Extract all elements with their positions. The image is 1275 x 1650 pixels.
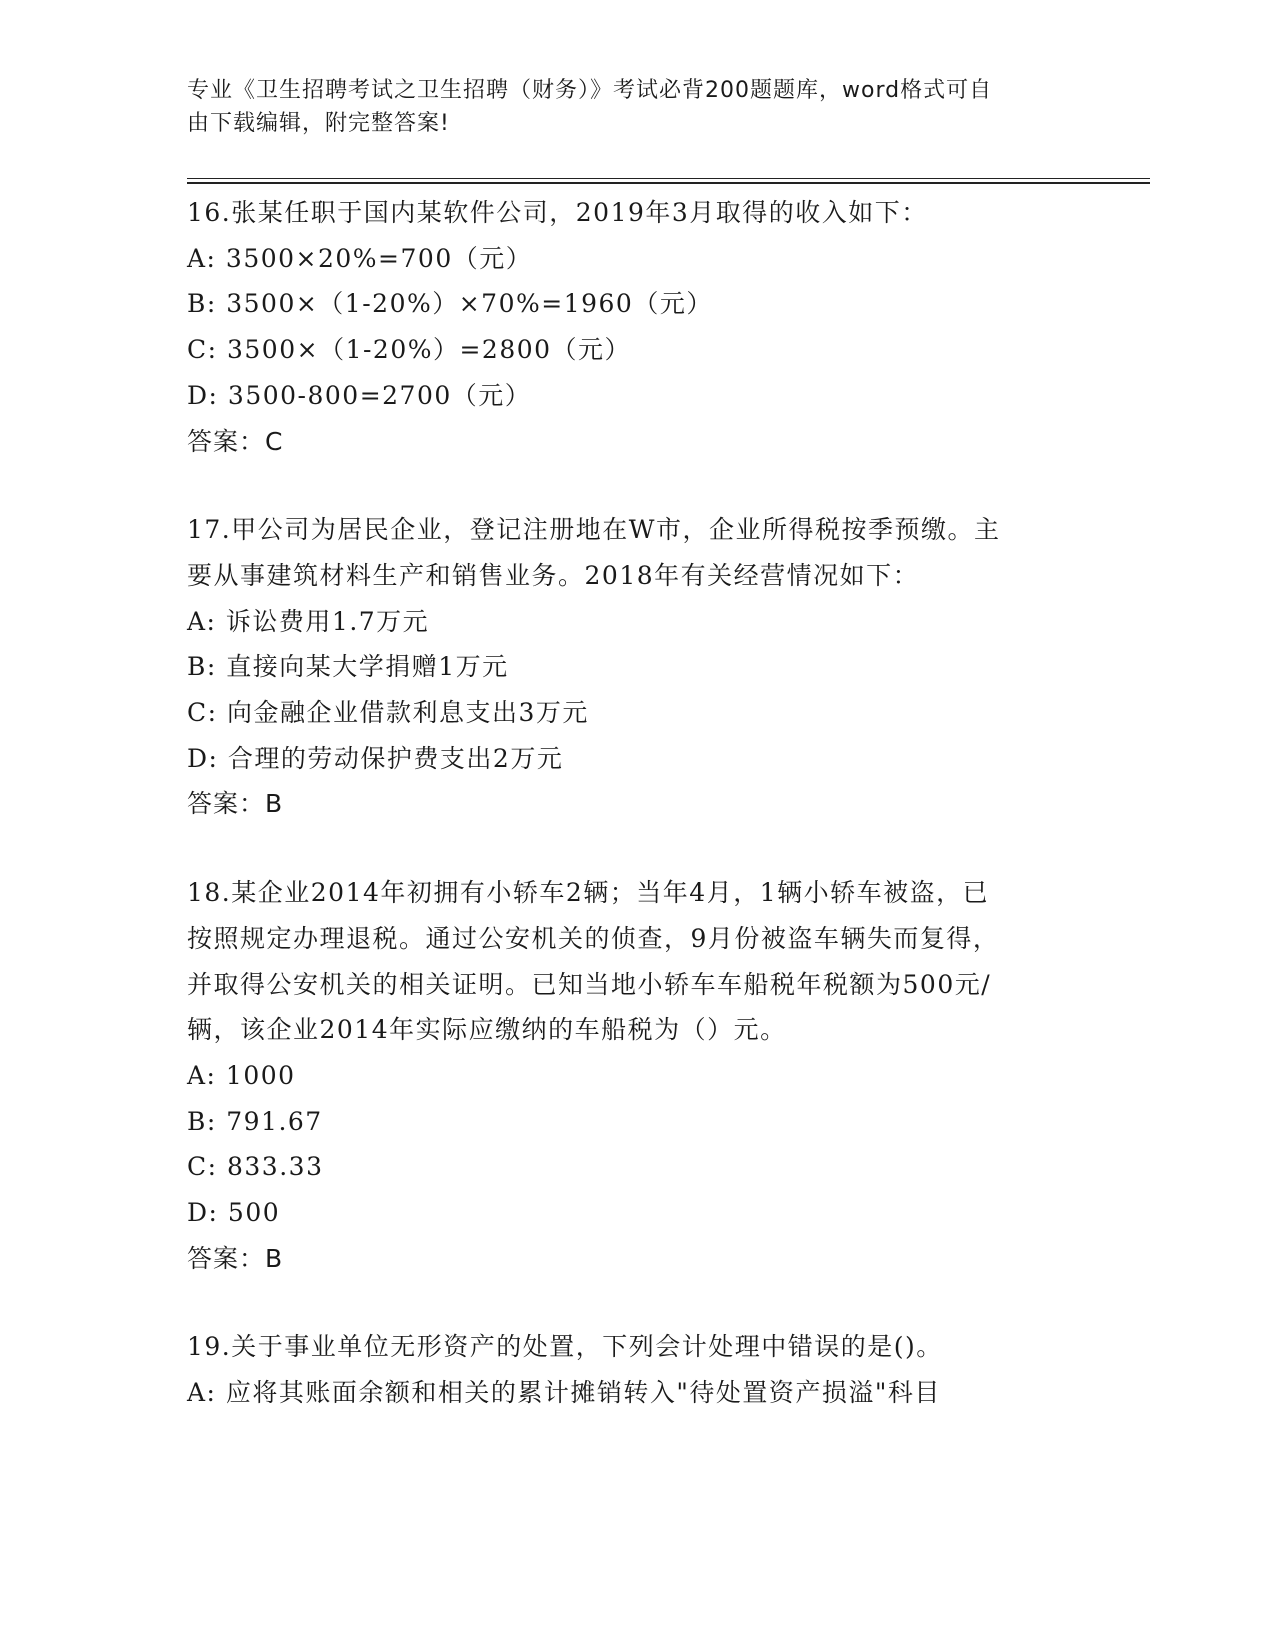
answer: 答案：B <box>187 789 284 819</box>
option-a: A: 1000 <box>187 1060 296 1090</box>
answer: 答案：B <box>187 1243 284 1273</box>
option-c: C: 833.33 <box>187 1152 324 1182</box>
question-stem: 辆，该企业2014年实际应缴纳的车船税为（）元。 <box>187 1015 787 1045</box>
question-stem: 16.张某任职于国内某软件公司，2019年3月取得的收入如下： <box>187 198 928 227</box>
option-d: D: 3500-800=2700（元） <box>187 380 532 410</box>
option-a: A: 诉讼费用1.7万元 <box>187 606 430 636</box>
question-list <box>187 190 1087 1459</box>
question-stem: 并取得公安机关的相关证明。已知当地小轿车车船税年税额为500元/ <box>187 969 992 999</box>
option-a: A: 应将其账面余额和相关的累计摊销转入"待处置资产损溢"科目 <box>187 1378 941 1408</box>
option-d: D: 500 <box>187 1198 281 1228</box>
question-16 <box>187 190 1087 464</box>
question-17 <box>187 507 1087 827</box>
header-divider-thick <box>187 182 1150 184</box>
option-c: C: 3500×（1-20%）=2800（元） <box>187 335 632 365</box>
option-b: B: 3500×（1-20%）×70%=1960（元） <box>187 289 713 319</box>
question-stem: 要从事建筑材料生产和销售业务。2018年有关经营情况如下： <box>187 560 920 590</box>
question-stem: 按照规定办理退税。通过公安机关的侦查，9月份被盗车辆失而复得， <box>187 923 1000 953</box>
question-stem: 19.关于事业单位无形资产的处置，下列会计处理中错误的是()。 <box>187 1332 943 1362</box>
answer: 答案：C <box>187 426 284 456</box>
question-19 <box>187 1324 1087 1415</box>
question-stem: 18.某企业2014年初拥有小轿车2辆；当年4月，1辆小轿车被盗，已 <box>187 878 990 908</box>
document-header <box>187 74 1067 140</box>
question-18 <box>187 870 1087 1281</box>
header-line-1: 专业《卫生招聘考试之卫生招聘（财务）》考试必背200题题库，word格式可自 <box>187 78 993 103</box>
question-stem: 17.甲公司为居民企业，登记注册地在W市，企业所得税按季预缴。主 <box>187 515 1001 545</box>
option-c: C: 向金融企业借款利息支出3万元 <box>187 698 589 728</box>
option-d: D: 合理的劳动保护费支出2万元 <box>187 743 564 773</box>
option-a: A: 3500×20%=700（元） <box>187 243 533 273</box>
header-divider-thin <box>187 178 1150 179</box>
option-b: B: 直接向某大学捐赠1万元 <box>187 652 509 682</box>
header-line-2: 由下载编辑，附完整答案! <box>187 111 450 136</box>
option-b: B: 791.67 <box>187 1106 323 1136</box>
